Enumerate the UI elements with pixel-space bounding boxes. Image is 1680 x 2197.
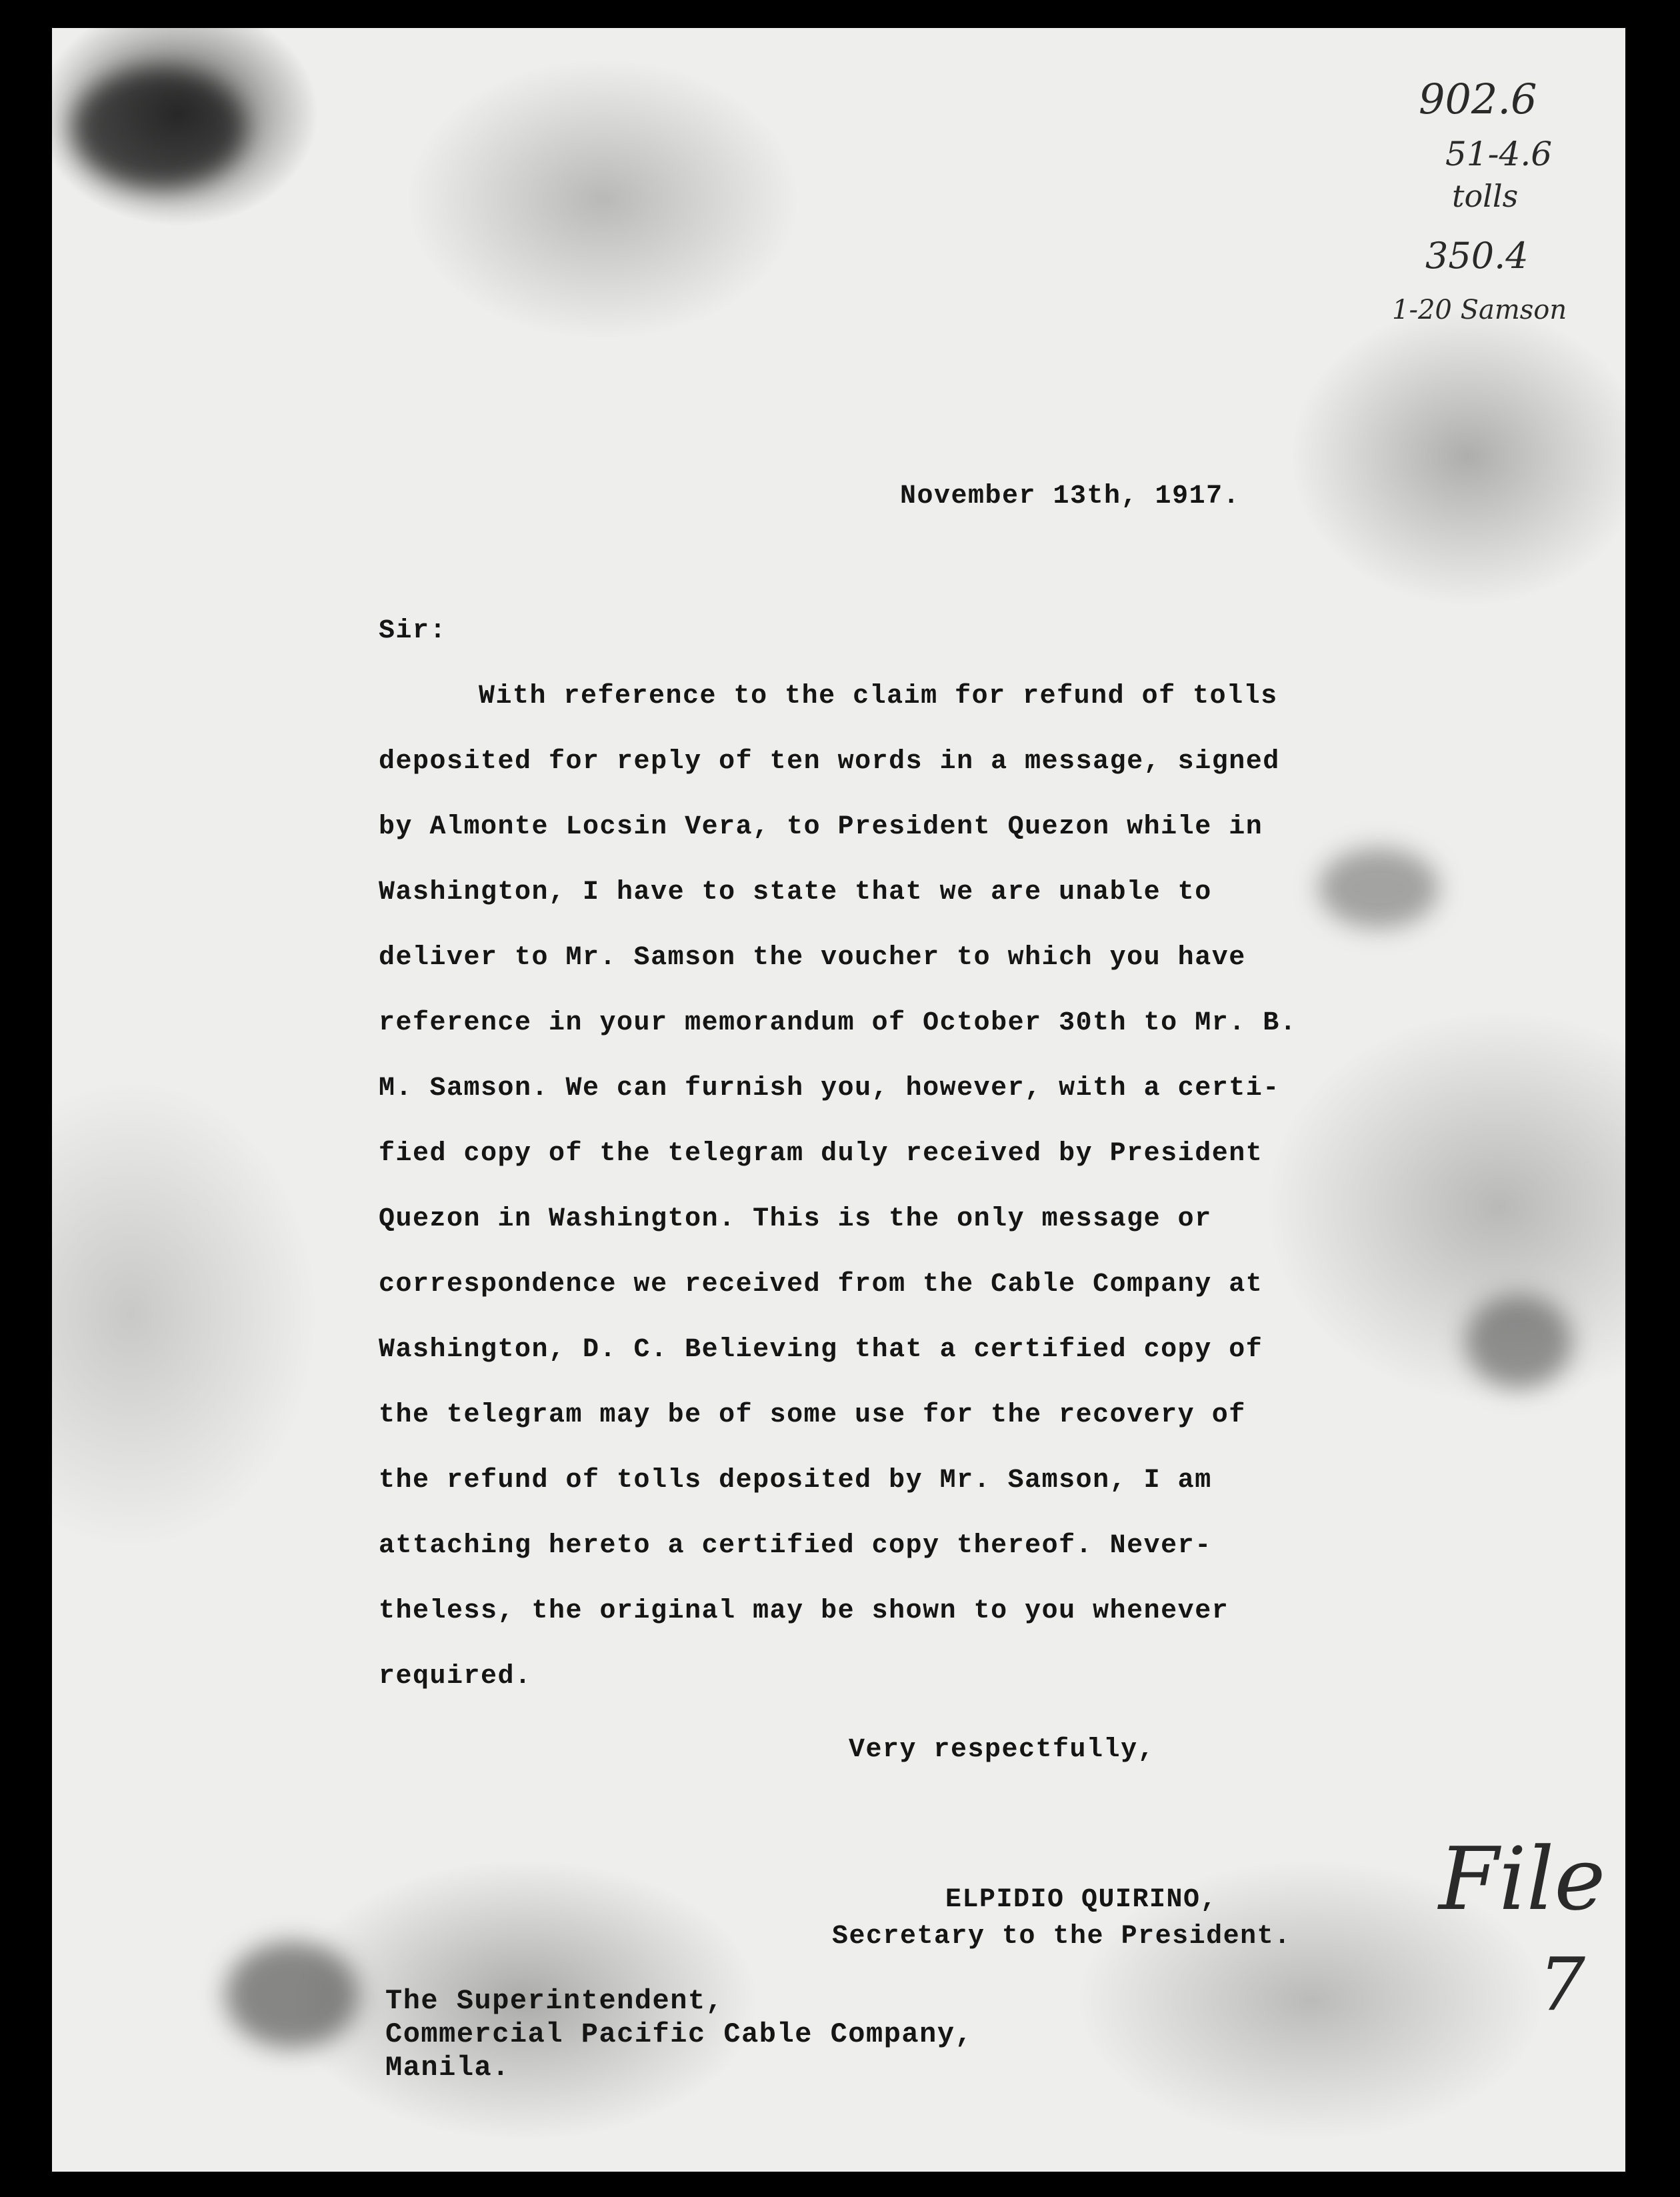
margin-note: 902.6 — [1419, 75, 1537, 123]
margin-note: 350.4 — [1425, 235, 1529, 277]
body-line: deliver to Mr. Samson the voucher to which you have — [379, 943, 1246, 973]
margin-note: tolls — [1452, 178, 1519, 214]
body-line: theless, the original may be shown to you whenever — [379, 1596, 1229, 1626]
body-line: With reference to the claim for refund of tolls — [479, 681, 1278, 711]
stain — [225, 1942, 359, 2048]
body-line: reference in your memorandum of October 30th to Mr. B. — [379, 1008, 1297, 1038]
handwritten-file-note: File — [1439, 1828, 1606, 1930]
salutation: Sir: — [379, 616, 447, 646]
body-line: deposited for reply of ten words in a message, signed — [379, 747, 1280, 777]
body-line: M. Samson. We can furnish you, however, with a certi- — [379, 1073, 1280, 1104]
addressee-line: Commercial Pacific Cable Company, — [385, 2018, 973, 2050]
margin-note: 1-20 Samson — [1392, 295, 1567, 325]
addressee-line: The Superintendent, — [385, 1985, 724, 2017]
addressee-line: Manila. — [385, 2052, 510, 2084]
body-line: required. — [379, 1662, 532, 1692]
stain — [1465, 1295, 1572, 1388]
body-line: fied copy of the telegram duly received by President — [379, 1139, 1263, 1169]
stain — [1319, 848, 1439, 928]
body-line: Washington, I have to state that we are unable to — [379, 877, 1212, 907]
closing: Very respectfully, — [849, 1735, 1155, 1765]
signature-name: ELPIDIO QUIRINO, — [945, 1885, 1218, 1915]
body-line: attaching hereto a certified copy thereof. Never- — [379, 1531, 1212, 1561]
letter-page — [52, 28, 1625, 2172]
letter-date: November 13th, 1917. — [900, 481, 1241, 511]
margin-note: 51-4.6 — [1445, 135, 1553, 173]
handwritten-number: 7 — [1539, 1942, 1585, 2027]
stain — [72, 68, 245, 188]
body-line: the telegram may be of some use for the recovery of — [379, 1400, 1246, 1430]
body-line: the refund of tolls deposited by Mr. Samson, I am — [379, 1466, 1212, 1496]
body-line: by Almonte Locsin Vera, to President Quezon while in — [379, 812, 1263, 842]
body-line: correspondence we received from the Cable Company at — [379, 1270, 1263, 1300]
body-line: Washington, D. C. Believing that a certified copy of — [379, 1335, 1263, 1365]
signature-title: Secretary to the President. — [832, 1922, 1291, 1952]
body-line: Quezon in Washington. This is the only message or — [379, 1204, 1212, 1234]
